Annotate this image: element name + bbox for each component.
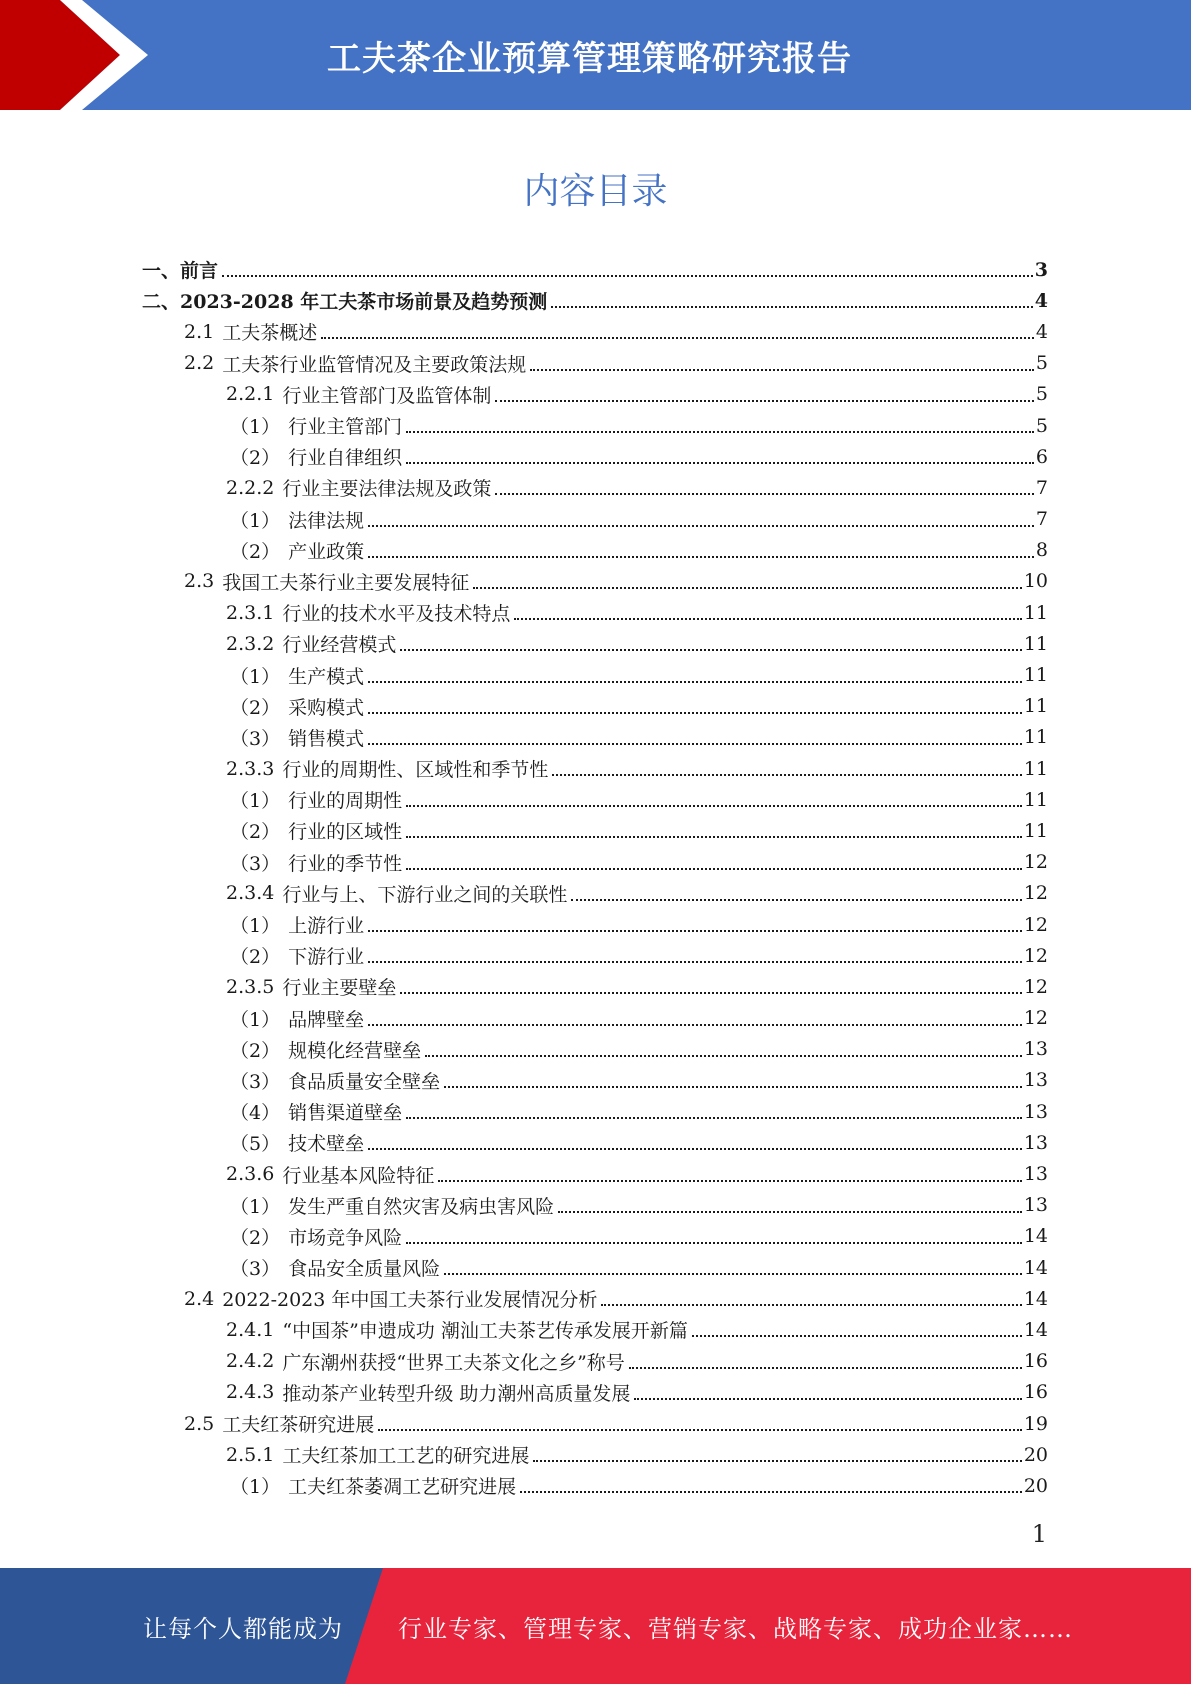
toc-entry-number: 2.3.2 [226, 632, 275, 655]
toc-entry[interactable] [142, 410, 1048, 441]
toc-entry-number: 2.3.5 [226, 975, 275, 998]
page-number: 1 [1031, 1520, 1047, 1548]
toc-entry[interactable] [142, 815, 1048, 846]
toc-leader-dots [530, 368, 1034, 371]
toc-entry[interactable] [142, 784, 1048, 815]
toc-entry-label: 广东潮州获授“世界工夫茶文化之乡”称号 [282, 1351, 625, 1374]
toc-entry-number: 2.2.2 [226, 476, 275, 499]
toc-entry-page: 3 [1034, 258, 1048, 281]
footer-slogan-left: 让每个人都能成为 [143, 1614, 343, 1643]
toc-entry-number: 2.2.1 [226, 383, 275, 406]
toc-leader-dots [629, 1366, 1022, 1369]
toc-entry[interactable] [142, 1408, 1048, 1439]
toc-entry-label: 行业自律组织 [288, 447, 403, 470]
toc-entry-label: 食品质量安全壁垒 [288, 1070, 441, 1093]
footer-slogan-right: 行业专家、管理专家、营销专家、战略专家、成功企业家…… [398, 1614, 1073, 1643]
toc-entry-page: 16 [1023, 1381, 1048, 1404]
toc-leader-dots [368, 1147, 1022, 1150]
toc-leader-dots [438, 1179, 1021, 1182]
toc-entry-page: 13 [1023, 1131, 1048, 1154]
toc-entry-page: 14 [1023, 1287, 1048, 1310]
toc-entry-label: 行业主管部门 [288, 416, 403, 439]
toc-entry-label: 发生严重自然灾害及病虫害风险 [288, 1195, 555, 1218]
toc-leader-dots [692, 1334, 1022, 1337]
toc-entry-label: 行业主要壁垒 [282, 977, 397, 1000]
toc-entry-label: 技术壁垒 [288, 1133, 365, 1156]
toc-entry-number: （2） [230, 1039, 281, 1062]
toc-entry-page: 13 [1023, 1100, 1048, 1123]
toc-entry-page: 11 [1023, 695, 1048, 718]
toc-entry-page: 14 [1023, 1225, 1048, 1248]
toc-entry-page: 5 [1035, 414, 1048, 437]
toc-entry[interactable] [142, 722, 1048, 753]
toc-entry-number: （1） [230, 665, 281, 688]
toc-entry-label: “中国茶”申遗成功 潮汕工夫茶艺传承发展开新篇 [282, 1320, 688, 1343]
toc-entry-number: （3） [230, 1070, 281, 1093]
toc-entry-label: 销售模式 [288, 727, 365, 750]
toc-leader-dots [552, 773, 1021, 776]
toc-entry-number: （2） [230, 946, 281, 969]
toc-entry-label: 市场竞争风险 [288, 1226, 403, 1249]
toc-entry[interactable] [142, 1127, 1048, 1158]
toc-entry[interactable] [142, 691, 1048, 722]
toc-entry-label: 行业主要法律法规及政策 [282, 478, 492, 501]
toc-entry[interactable] [142, 441, 1048, 472]
toc-leader-dots [368, 1023, 1022, 1026]
toc-entry-label: 行业的技术水平及技术特点 [282, 603, 511, 626]
toc-entry[interactable] [142, 1065, 1048, 1096]
toc-entry-page: 11 [1023, 632, 1048, 655]
toc-entry-page: 11 [1023, 726, 1048, 749]
toc-entry-number: （5） [230, 1133, 281, 1156]
toc-entry[interactable] [142, 285, 1048, 316]
toc-entry-label: 产业政策 [288, 540, 365, 563]
toc-entry[interactable] [142, 659, 1048, 690]
toc-entry-number: 2.4.2 [226, 1350, 275, 1373]
toc-entry-label: 工夫红茶研究进展 [222, 1414, 375, 1437]
toc-entry-page: 14 [1023, 1256, 1048, 1279]
toc-entry[interactable] [142, 628, 1048, 659]
toc-entry[interactable] [142, 535, 1048, 566]
toc-entry-label: 前言 [180, 260, 219, 283]
toc-entry-label: 我国工夫茶行业主要发展特征 [222, 571, 470, 594]
toc-leader-dots [222, 274, 1033, 277]
toc-list [142, 254, 1048, 1502]
toc-leader-dots [514, 617, 1021, 620]
toc-entry[interactable] [142, 909, 1048, 940]
toc-entry-number: 2.4.3 [226, 1381, 275, 1404]
toc-entry-label: 2023-2028 年工夫茶市场前景及趋势预测 [180, 291, 548, 314]
toc-leader-dots [321, 336, 1034, 339]
toc-entry-page: 12 [1023, 913, 1048, 936]
toc-leader-dots [558, 1210, 1022, 1213]
toc-entry-label: 行业主管部门及监管体制 [282, 384, 492, 407]
toc-leader-dots [400, 648, 1021, 651]
toc-entry-number: （1） [230, 416, 281, 439]
toc-entry[interactable] [142, 1314, 1048, 1345]
toc-leader-dots [444, 1272, 1022, 1275]
toc-entry-label: 行业的周期性 [288, 790, 403, 813]
toc-entry-number: 2.1 [184, 320, 215, 343]
toc-leader-dots [406, 430, 1034, 433]
toc-leader-dots [368, 742, 1022, 745]
toc-entry-number: 2.3.6 [226, 1163, 275, 1186]
toc-entry-number: （2） [230, 540, 281, 563]
toc-entry-label: 行业与上、下游行业之间的关联性 [282, 883, 568, 906]
toc-entry-number: 2.3.1 [226, 601, 275, 624]
toc-entry-label: 法律法规 [288, 509, 365, 532]
toc-leader-dots [406, 1241, 1022, 1244]
toc-entry-number: 2.4 [184, 1287, 215, 1310]
toc-heading: 内容目录 [523, 171, 668, 212]
toc-leader-dots [368, 711, 1022, 714]
toc-leader-dots [495, 492, 1034, 495]
toc-entry[interactable] [142, 1377, 1048, 1408]
toc-entry-number: （2） [230, 447, 281, 470]
toc-entry-label: 食品安全质量风险 [288, 1258, 441, 1281]
toc-entry-number: （1） [230, 790, 281, 813]
toc-leader-dots [368, 929, 1022, 932]
toc-entry[interactable] [142, 1221, 1048, 1252]
report-title: 工夫茶企业预算管理策略研究报告 [327, 38, 852, 79]
toc-entry-page: 13 [1023, 1038, 1048, 1061]
toc-leader-dots [406, 867, 1022, 870]
toc-entry-page: 11 [1023, 601, 1048, 624]
toc-entry-number: （1） [230, 1195, 281, 1218]
toc-entry[interactable] [142, 348, 1048, 379]
toc-entry-page: 5 [1035, 352, 1048, 375]
toc-entry[interactable] [142, 316, 1048, 347]
toc-entry[interactable] [142, 1283, 1048, 1314]
toc-leader-dots [378, 1428, 1022, 1431]
toc-entry[interactable] [142, 379, 1048, 410]
toc-entry[interactable] [142, 878, 1048, 909]
toc-entry-page: 13 [1023, 1069, 1048, 1092]
toc-leader-dots [533, 1459, 1021, 1462]
toc-leader-dots [368, 680, 1022, 683]
toc-entry-page: 7 [1035, 508, 1048, 531]
toc-entry-number: 2.3.3 [226, 757, 275, 780]
toc-leader-dots [551, 305, 1032, 308]
toc-entry-number: （1） [230, 915, 281, 938]
toc-leader-dots [406, 1116, 1022, 1119]
toc-entry-page: 19 [1023, 1412, 1048, 1435]
toc-entry-page: 12 [1023, 975, 1048, 998]
toc-entry-number: （3） [230, 727, 281, 750]
toc-leader-dots [368, 524, 1034, 527]
toc-entry-page: 11 [1023, 664, 1048, 687]
toc-entry-label: 销售渠道壁垒 [288, 1102, 403, 1125]
toc-entry-label: 规模化经营壁垒 [288, 1039, 422, 1062]
toc-entry-number: 2.5.1 [226, 1443, 275, 1466]
toc-entry-number: （1） [230, 1008, 281, 1031]
toc-leader-dots [368, 555, 1034, 558]
toc-entry-page: 7 [1035, 476, 1048, 499]
toc-entry[interactable] [142, 597, 1048, 628]
toc-entry-page: 10 [1023, 570, 1048, 593]
toc-entry-label: 下游行业 [288, 946, 365, 969]
toc-entry-label: 工夫红茶萎凋工艺研究进展 [288, 1476, 517, 1499]
toc-entry[interactable] [142, 1096, 1048, 1127]
toc-entry[interactable] [142, 1003, 1048, 1034]
toc-entry-number: 2.4.1 [226, 1318, 275, 1341]
toc-entry-number: 一、 [142, 260, 181, 283]
toc-leader-dots [601, 1303, 1021, 1306]
toc-entry-label: 工夫茶行业监管情况及主要政策法规 [222, 353, 527, 376]
toc-entry-label: 行业的周期性、区域性和季节性 [282, 759, 549, 782]
toc-entry-label: 行业经营模式 [282, 634, 397, 657]
toc-entry[interactable] [142, 472, 1048, 503]
toc-entry[interactable] [142, 1034, 1048, 1065]
toc-entry-page: 12 [1023, 1007, 1048, 1030]
toc-entry[interactable] [142, 1346, 1048, 1377]
toc-entry-page: 12 [1023, 851, 1048, 874]
toc-entry[interactable] [142, 1252, 1048, 1283]
toc-entry-page: 14 [1023, 1318, 1048, 1341]
toc-entry-number: （1） [230, 1476, 281, 1499]
toc-entry-number: 2.2 [184, 352, 215, 375]
toc-entry-page: 5 [1035, 383, 1048, 406]
toc-entry-page: 12 [1023, 882, 1048, 905]
toc-entry-page: 16 [1023, 1350, 1048, 1373]
toc-entry-page: 13 [1023, 1163, 1048, 1186]
toc-entry-label: 行业的季节性 [288, 852, 403, 875]
toc-entry-number: （2） [230, 1226, 281, 1249]
toc-entry[interactable] [142, 566, 1048, 597]
toc-entry[interactable] [142, 971, 1048, 1002]
toc-leader-dots [473, 586, 1022, 589]
header-chevron-decoration [0, 0, 148, 110]
toc-entry[interactable] [142, 1190, 1048, 1221]
toc-entry-label: 行业基本风险特征 [282, 1164, 435, 1187]
toc-entry-label: 2022-2023 年中国工夫茶行业发展情况分析 [222, 1289, 598, 1312]
toc-leader-dots [425, 1054, 1022, 1057]
toc-entry-number: （1） [230, 509, 281, 532]
toc-entry[interactable] [142, 753, 1048, 784]
toc-leader-dots [400, 991, 1021, 994]
toc-leader-dots [444, 1085, 1022, 1088]
toc-entry-number: （3） [230, 1258, 281, 1281]
toc-entry-number: （4） [230, 1102, 281, 1125]
toc-entry-label: 行业的区域性 [288, 821, 403, 844]
toc-entry-number: 2.3.4 [226, 882, 275, 905]
toc-entry-number: 二、 [142, 291, 181, 314]
toc-entry-number: 2.3 [184, 570, 215, 593]
toc-entry-page: 4 [1035, 320, 1048, 343]
toc-leader-dots [634, 1397, 1021, 1400]
toc-entry[interactable] [142, 1439, 1048, 1470]
header-banner [0, 0, 1191, 110]
toc-leader-dots [368, 960, 1022, 963]
toc-entry-page: 20 [1023, 1474, 1048, 1497]
toc-entry-page: 8 [1035, 539, 1048, 562]
toc-entry-label: 采购模式 [288, 696, 365, 719]
toc-entry-number: （3） [230, 852, 281, 875]
toc-leader-dots [406, 804, 1022, 807]
toc-entry-page: 11 [1023, 757, 1048, 780]
toc-entry-number: （2） [230, 821, 281, 844]
toc-entry-label: 工夫红茶加工工艺的研究进展 [282, 1445, 530, 1468]
toc-entry-page: 4 [1034, 289, 1048, 312]
toc-leader-dots [571, 898, 1021, 901]
toc-entry[interactable] [142, 1158, 1048, 1189]
toc-entry[interactable] [142, 504, 1048, 535]
toc-entry[interactable] [142, 847, 1048, 878]
toc-entry-label: 上游行业 [288, 915, 365, 938]
toc-entry-page: 6 [1035, 445, 1048, 468]
toc-leader-dots [406, 461, 1034, 464]
toc-entry[interactable] [142, 254, 1048, 285]
toc-entry-label: 品牌壁垒 [288, 1008, 365, 1031]
toc-leader-dots [520, 1490, 1022, 1493]
toc-entry[interactable] [142, 1470, 1048, 1501]
toc-entry-number: （2） [230, 696, 281, 719]
toc-entry-label: 推动茶产业转型升级 助力潮州高质量发展 [282, 1382, 631, 1405]
toc-entry-page: 20 [1023, 1443, 1048, 1466]
toc-leader-dots [406, 835, 1022, 838]
toc-leader-dots [495, 399, 1034, 402]
toc-entry-page: 11 [1023, 788, 1048, 811]
toc-entry-page: 13 [1023, 1194, 1048, 1217]
footer-banner [0, 1568, 1191, 1684]
toc-entry[interactable] [142, 940, 1048, 971]
toc-entry-page: 12 [1023, 944, 1048, 967]
toc-entry-label: 工夫茶概述 [222, 322, 318, 345]
toc-entry-number: 2.5 [184, 1412, 215, 1435]
toc-entry-label: 生产模式 [288, 665, 365, 688]
toc-entry-page: 11 [1023, 819, 1048, 842]
